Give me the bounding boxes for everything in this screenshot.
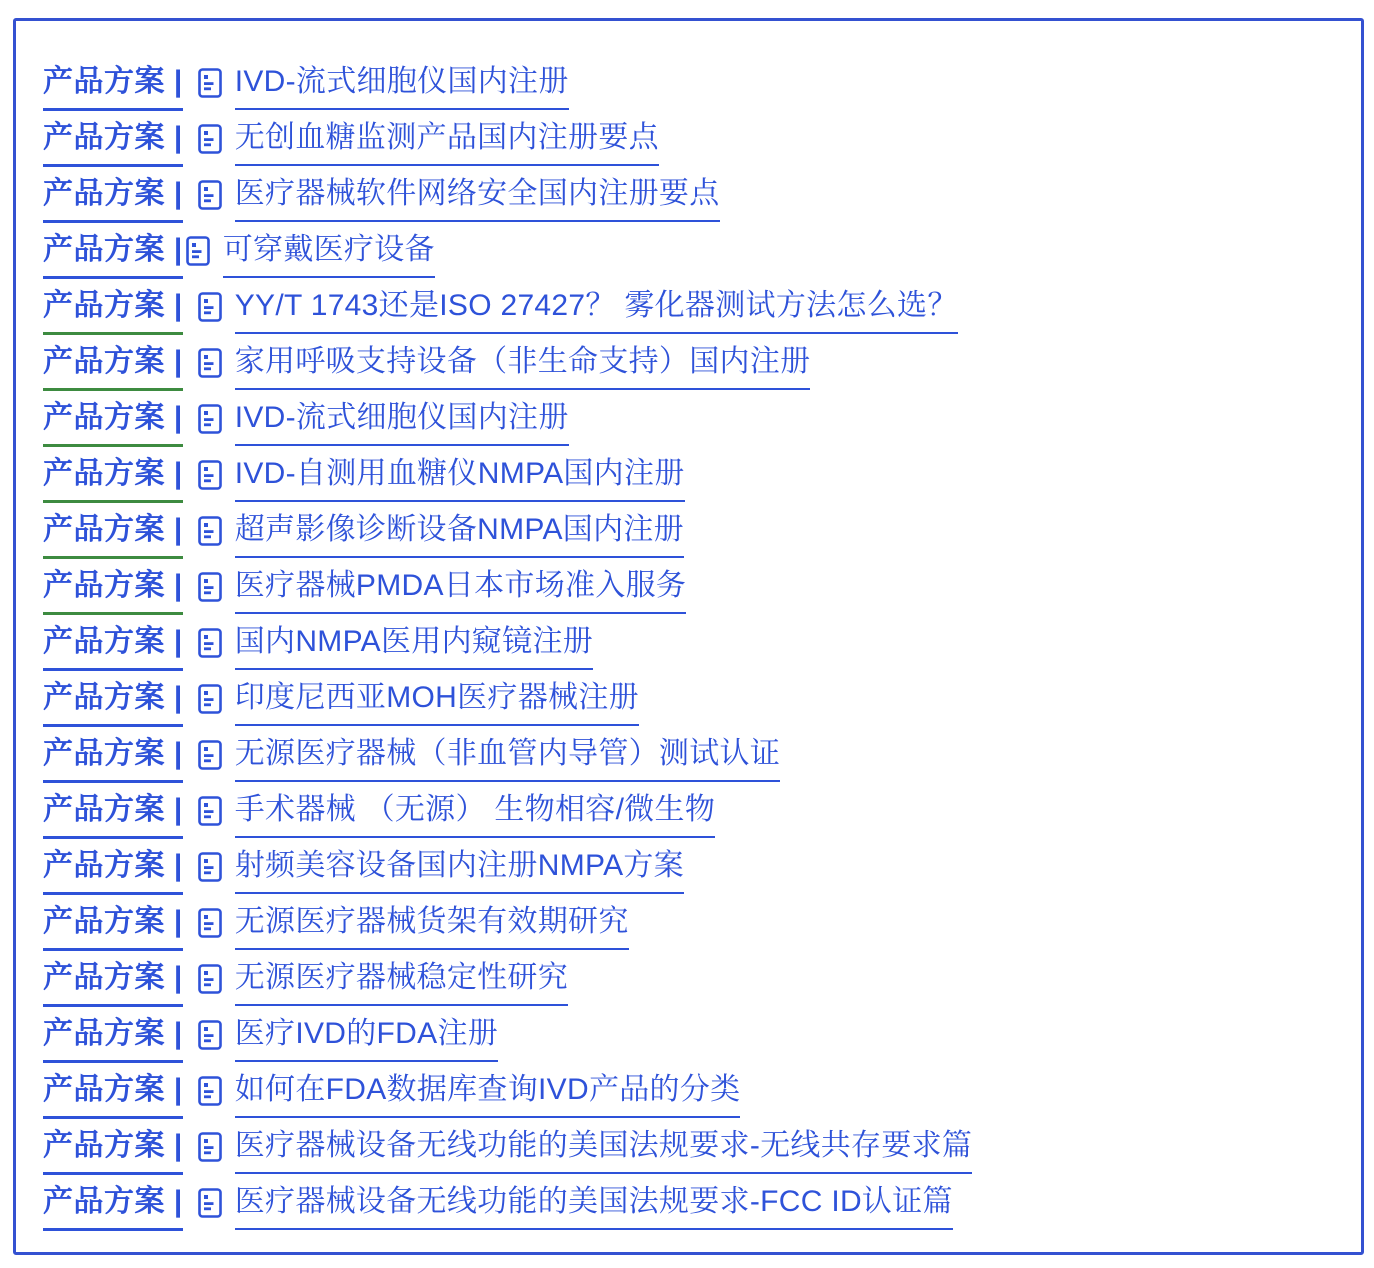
article-link[interactable]: IVD-流式细胞仪国内注册	[235, 65, 569, 110]
article-list	[43, 65, 1343, 1231]
list-item	[43, 849, 1343, 895]
content-frame	[13, 18, 1364, 1255]
category-label[interactable]: 产品方案 |	[43, 737, 183, 783]
list-item	[43, 737, 1343, 783]
document-icon[interactable]	[198, 1020, 222, 1055]
document-icon[interactable]	[198, 1188, 222, 1223]
article-link[interactable]: 无源医疗器械（非血管内导管）测试认证	[235, 737, 780, 782]
list-item	[43, 1185, 1343, 1231]
category-label[interactable]: 产品方案 |	[43, 65, 183, 111]
document-icon[interactable]	[198, 852, 222, 887]
article-link[interactable]: 可穿戴医疗设备	[223, 233, 435, 278]
category-label[interactable]: 产品方案 |	[43, 849, 183, 895]
category-label[interactable]: 产品方案 |	[43, 177, 183, 223]
document-icon[interactable]	[198, 348, 222, 383]
list-item	[43, 233, 1343, 279]
document-icon[interactable]	[198, 628, 222, 663]
list-item	[43, 401, 1343, 447]
article-link[interactable]: 超声影像诊断设备NMPA国内注册	[235, 513, 684, 558]
document-icon[interactable]	[198, 292, 222, 327]
category-label[interactable]: 产品方案 |	[43, 1073, 183, 1119]
article-link[interactable]: 无源医疗器械货架有效期研究	[235, 905, 629, 950]
category-label[interactable]: 产品方案 |	[43, 345, 183, 391]
document-icon[interactable]	[198, 572, 222, 607]
list-item	[43, 177, 1343, 223]
article-link[interactable]: 国内NMPA医用内窥镜注册	[235, 625, 593, 670]
article-link[interactable]: 医疗器械软件网络安全国内注册要点	[235, 177, 720, 222]
document-icon[interactable]	[198, 68, 222, 103]
article-link[interactable]: 射频美容设备国内注册NMPA方案	[235, 849, 684, 894]
article-link[interactable]: YY/T 1743还是ISO 27427？ 雾化器测试方法怎么选？	[235, 289, 958, 334]
article-link[interactable]: 医疗器械设备无线功能的美国法规要求-无线共存要求篇	[235, 1129, 973, 1174]
document-icon[interactable]	[198, 908, 222, 943]
list-item	[43, 1017, 1343, 1063]
list-item	[43, 513, 1343, 559]
category-label[interactable]: 产品方案 |	[43, 625, 183, 671]
article-link[interactable]: IVD-流式细胞仪国内注册	[235, 401, 569, 446]
document-icon[interactable]	[198, 404, 222, 439]
category-label[interactable]: 产品方案 |	[43, 681, 183, 727]
document-icon[interactable]	[198, 516, 222, 551]
article-link[interactable]: 无源医疗器械稳定性研究	[235, 961, 568, 1006]
list-item	[43, 569, 1343, 615]
category-label[interactable]: 产品方案 |	[43, 905, 183, 951]
document-icon[interactable]	[186, 236, 210, 271]
document-icon[interactable]	[198, 124, 222, 159]
article-link[interactable]: 医疗IVD的FDA注册	[235, 1017, 498, 1062]
category-label[interactable]: 产品方案 |	[43, 289, 183, 335]
list-item	[43, 625, 1343, 671]
document-icon[interactable]	[198, 1132, 222, 1167]
article-link[interactable]: 印度尼西亚MOH医疗器械注册	[235, 681, 639, 726]
article-link[interactable]: IVD-自测用血糖仪NMPA国内注册	[235, 457, 685, 502]
list-item	[43, 793, 1343, 839]
category-label[interactable]: 产品方案 |	[43, 569, 183, 615]
list-item	[43, 457, 1343, 503]
category-label[interactable]: 产品方案 |	[43, 513, 183, 559]
list-item	[43, 1129, 1343, 1175]
category-label[interactable]: 产品方案 |	[43, 401, 183, 447]
category-label[interactable]: 产品方案 |	[43, 961, 183, 1007]
category-label[interactable]: 产品方案 |	[43, 233, 183, 279]
article-link[interactable]: 家用呼吸支持设备（非生命支持）国内注册	[235, 345, 811, 390]
document-icon[interactable]	[198, 180, 222, 215]
list-item	[43, 289, 1343, 335]
category-label[interactable]: 产品方案 |	[43, 121, 183, 167]
article-link[interactable]: 如何在FDA数据库查询IVD产品的分类	[235, 1073, 741, 1118]
list-item	[43, 1073, 1343, 1119]
list-item	[43, 121, 1343, 167]
list-item	[43, 905, 1343, 951]
list-item	[43, 961, 1343, 1007]
category-label[interactable]: 产品方案 |	[43, 1017, 183, 1063]
list-item	[43, 65, 1343, 111]
document-icon[interactable]	[198, 460, 222, 495]
document-icon[interactable]	[198, 964, 222, 999]
category-label[interactable]: 产品方案 |	[43, 1185, 183, 1231]
document-icon[interactable]	[198, 684, 222, 719]
category-label[interactable]: 产品方案 |	[43, 457, 183, 503]
document-icon[interactable]	[198, 740, 222, 775]
article-link[interactable]: 手术器械 （无源） 生物相容/微生物	[235, 793, 715, 838]
category-label[interactable]: 产品方案 |	[43, 793, 183, 839]
article-link[interactable]: 医疗器械PMDA日本市场准入服务	[235, 569, 686, 614]
document-icon[interactable]	[198, 796, 222, 831]
article-link[interactable]: 无创血糖监测产品国内注册要点	[235, 121, 659, 166]
document-icon[interactable]	[198, 1076, 222, 1111]
list-item	[43, 681, 1343, 727]
article-link[interactable]: 医疗器械设备无线功能的美国法规要求-FCC ID认证篇	[235, 1185, 953, 1230]
list-item	[43, 345, 1343, 391]
category-label[interactable]: 产品方案 |	[43, 1129, 183, 1175]
